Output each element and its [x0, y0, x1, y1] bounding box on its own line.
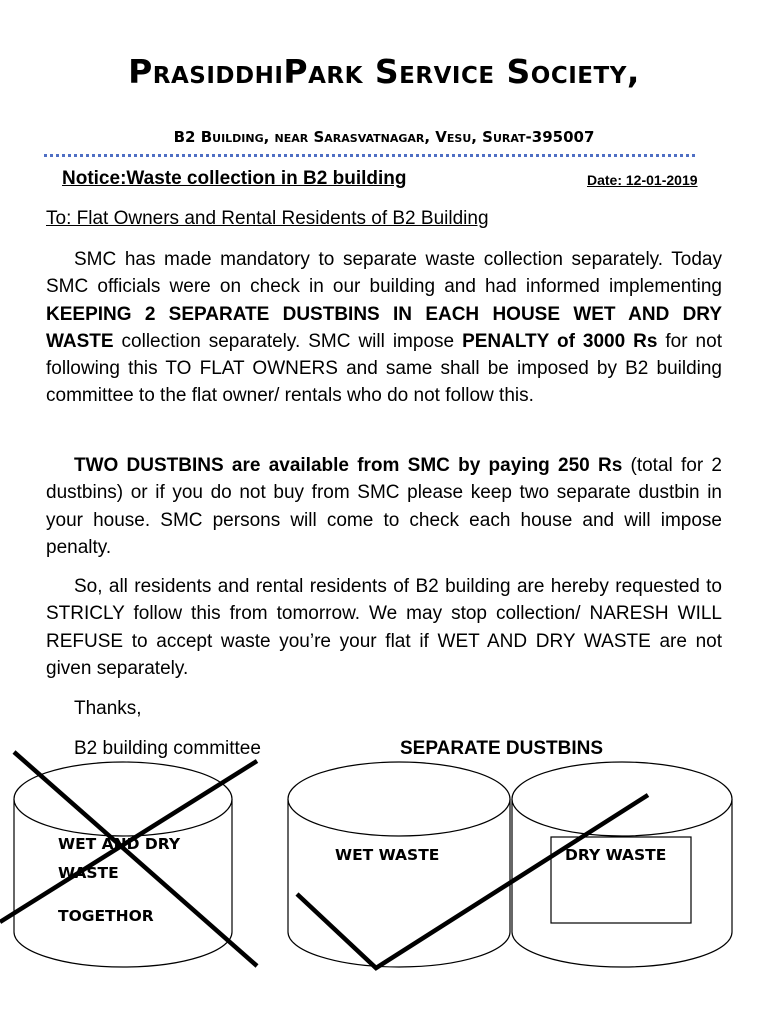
p1-emphasis-penalty: PENALTY of 3000 Rs	[462, 330, 658, 352]
combined-bin-label-line1: WET AND DRY	[58, 835, 181, 853]
paragraph-request: So, all residents and rental residents of B2 building are hereby requested to STRICLY follow this from tomorrow. We may stop collection/ NARESH WILL REFUSE to accept waste you’re your flat if WET AND DRY WASTE are not given separately.	[46, 576, 722, 679]
combined-bin-label-line3: TOGETHOR	[58, 907, 154, 925]
combined-dustbin	[14, 762, 232, 967]
notice-subject: Notice:Waste collection in B2 building	[62, 168, 407, 189]
p1-text-c: collection separately. SMC will impose	[113, 330, 463, 352]
dry-bin-label: DRY WASTE	[565, 846, 667, 864]
notice-recipients: To: Flat Owners and Rental Residents of B2 Building	[46, 208, 489, 229]
society-address: B2 Building, near Sarasvatnagar, Vesu, Surat-395007	[173, 128, 595, 146]
p1-text-e: for not following this TO FLAT OWNERS and same shall be imposed by B2 building committee to the flat owner/ rentals who do not follow this.	[46, 330, 722, 407]
combined-bin-label-line2: WASTE	[58, 864, 119, 882]
p2-text-b: (total for 2 dustbins) or if you do not buy from SMC please keep two separate dustbin in your house. SMC persons will come to check each house and will impose penalty.	[46, 455, 722, 558]
notice-date: Date: 12-01-2019	[587, 172, 698, 188]
p1-text-a: SMC has made mandatory to separate waste collection separately. Today SMC officials were on check in our building and had informed implementing	[46, 249, 722, 298]
illustration-heading: SEPARATE DUSTBINS	[400, 738, 604, 759]
signature-committee: B2 building committee	[74, 738, 261, 759]
society-title: PrasiddhiPark Service Society,	[128, 52, 640, 91]
p1-emphasis-dustbins: KEEPING 2 SEPARATE DUSTBINS IN EACH HOUSE WET AND DRY WASTE	[46, 303, 722, 352]
p2-emphasis-price: TWO DUSTBINS are available from SMC by paying 250 Rs	[74, 455, 623, 476]
wet-bin-label: WET WASTE	[335, 846, 440, 864]
closing-thanks: Thanks,	[74, 698, 142, 719]
